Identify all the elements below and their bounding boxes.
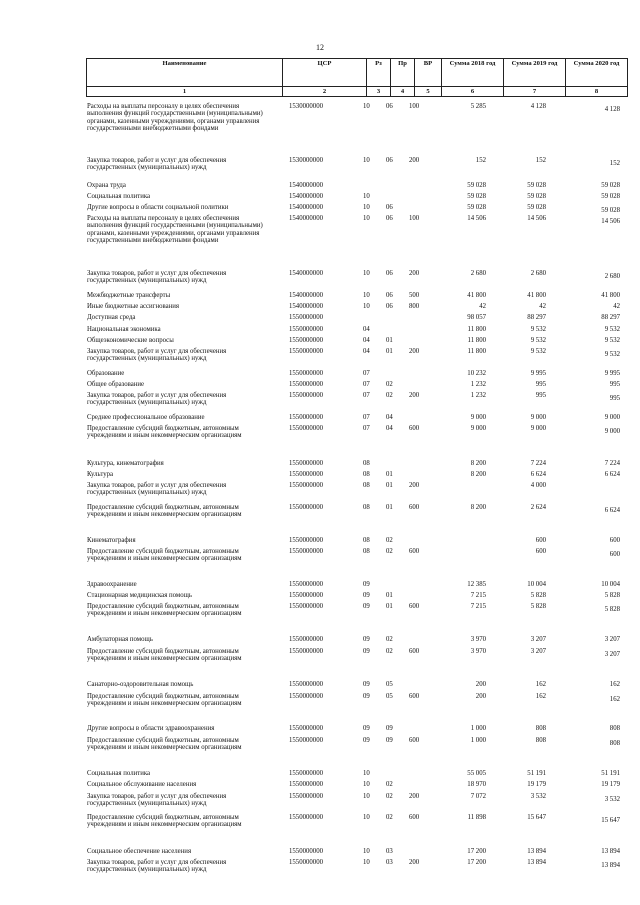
row-csr: 1550000000 (289, 348, 323, 355)
row-sum-2020: 4 128 (604, 106, 620, 113)
row-pr: 02 (386, 648, 393, 655)
row-name: Охрана труда (87, 182, 126, 189)
row-pr: 02 (386, 548, 393, 555)
row-rz: 09 (363, 725, 370, 732)
row-sum-2019: 4 128 (530, 103, 546, 110)
row-sum-2019: 995 (535, 381, 546, 388)
row-sum-2019: 6 624 (530, 471, 546, 478)
row-sum-2019: 51 191 (527, 770, 546, 777)
row-vr: 600 (409, 425, 420, 432)
row-name: Закупка товаров, работ и услуг для обеспечения государственных (муниципальных) нужд (87, 793, 227, 808)
row-csr: 1530000000 (289, 103, 323, 110)
row-name: Другие вопросы в области здравоохранения (87, 725, 215, 732)
row-vr: 600 (409, 737, 420, 744)
row-name: Предоставление субсидий бюджетным, автономным учреждениям и иным некоммерческим организациям (87, 425, 242, 440)
row-csr: 1550000000 (289, 370, 323, 377)
row-sum-2018: 8 200 (470, 504, 486, 511)
row-rz: 07 (363, 370, 370, 377)
row-csr: 1550000000 (289, 592, 323, 599)
row-sum-2020: 9 000 (604, 428, 620, 435)
row-sum-2019: 19 179 (527, 781, 546, 788)
row-sum-2020: 59 028 (601, 182, 620, 189)
row-sum-2020: 10 004 (601, 581, 620, 588)
row-sum-2020: 5 828 (604, 606, 620, 613)
row-sum-2019: 41 800 (527, 292, 546, 299)
row-pr: 03 (386, 848, 393, 855)
row-name: Закупка товаров, работ и услуг для обеспечения государственных (муниципальных) нужд (87, 482, 227, 497)
row-sum-2018: 1 232 (470, 381, 486, 388)
row-csr: 1540000000 (289, 270, 323, 277)
row-name: Предоставление субсидий бюджетным, автономным учреждениям и иным некоммерческим организациям (87, 693, 242, 708)
row-name: Социальная политика (87, 193, 151, 200)
row-csr: 1550000000 (289, 537, 323, 544)
row-sum-2019: 59 028 (527, 193, 546, 200)
row-rz: 04 (363, 326, 370, 333)
row-sum-2020: 41 800 (601, 292, 620, 299)
row-sum-2018: 12 385 (467, 581, 486, 588)
row-sum-2018: 9 000 (470, 425, 486, 432)
header-col-number: 4 (391, 87, 415, 97)
row-sum-2020: 6 624 (604, 471, 620, 478)
row-name: Образование (87, 370, 125, 377)
row-sum-2019: 3 207 (530, 636, 546, 643)
header-sum-2018: Сумма 2018 год (442, 59, 504, 87)
row-sum-2020: 3 532 (604, 796, 620, 803)
row-sum-2019: 162 (535, 681, 546, 688)
row-sum-2018: 17 200 (467, 848, 486, 855)
row-sum-2020: 808 (609, 740, 620, 747)
row-pr: 05 (386, 681, 393, 688)
row-sum-2019: 14 506 (527, 215, 546, 222)
page-number: 12 (316, 43, 324, 52)
row-sum-2019: 808 (535, 725, 546, 732)
row-sum-2019: 5 828 (530, 603, 546, 610)
row-sum-2020: 5 828 (604, 592, 620, 599)
row-rz: 10 (363, 270, 370, 277)
row-rz: 07 (363, 392, 370, 399)
row-name: Культура (87, 471, 114, 478)
row-rz: 08 (363, 471, 370, 478)
row-csr: 1550000000 (289, 392, 323, 399)
row-rz: 08 (363, 548, 370, 555)
row-pr: 01 (386, 592, 393, 599)
header-pr: Пр (391, 59, 415, 87)
row-sum-2019: 600 (535, 537, 546, 544)
row-rz: 04 (363, 348, 370, 355)
row-sum-2019: 15 647 (527, 814, 546, 821)
row-csr: 1550000000 (289, 482, 323, 489)
row-vr: 200 (409, 270, 420, 277)
row-vr: 600 (409, 814, 420, 821)
row-sum-2020: 42 (613, 303, 620, 310)
row-vr: 200 (409, 157, 420, 164)
row-name: Культура, кинематография (87, 460, 164, 467)
row-name: Предоставление субсидий бюджетным, автономным учреждениям и иным некоммерческим организациям (87, 548, 242, 563)
row-vr: 600 (409, 504, 420, 511)
row-vr: 200 (409, 392, 420, 399)
row-sum-2020: 9 532 (604, 337, 620, 344)
row-sum-2020: 7 224 (604, 460, 620, 467)
row-sum-2020: 3 207 (604, 651, 620, 658)
row-csr: 1550000000 (289, 781, 323, 788)
row-name: Национальная экономика (87, 326, 161, 333)
row-sum-2020: 162 (609, 696, 620, 703)
row-sum-2018: 59 028 (467, 204, 486, 211)
row-name: Закупка товаров, работ и услуг для обеспечения государственных (муниципальных) нужд (87, 348, 227, 363)
row-sum-2018: 1 000 (470, 725, 486, 732)
row-rz: 10 (363, 204, 370, 211)
row-name: Кинематография (87, 537, 136, 544)
row-rz: 10 (363, 103, 370, 110)
row-sum-2018: 59 028 (467, 193, 486, 200)
row-sum-2019: 3 207 (530, 648, 546, 655)
row-pr: 01 (386, 603, 393, 610)
row-rz: 09 (363, 636, 370, 643)
header-csr: ЦСР (283, 59, 367, 87)
row-pr: 06 (386, 157, 393, 164)
row-sum-2018: 7 215 (470, 603, 486, 610)
row-csr: 1540000000 (289, 193, 323, 200)
row-sum-2018: 7 072 (470, 793, 486, 800)
row-pr: 02 (386, 636, 393, 643)
row-rz: 10 (363, 859, 370, 866)
row-sum-2020: 59 028 (601, 207, 620, 214)
row-sum-2018: 200 (475, 681, 486, 688)
row-sum-2020: 51 191 (601, 770, 620, 777)
row-sum-2019: 4 000 (530, 482, 546, 489)
row-rz: 10 (363, 215, 370, 222)
row-name: Среднее профессиональное образование (87, 414, 205, 421)
row-csr: 1550000000 (289, 848, 323, 855)
row-pr: 06 (386, 292, 393, 299)
row-name: Амбулаторная помощь (87, 636, 153, 643)
row-sum-2018: 17 200 (467, 859, 486, 866)
row-csr: 1540000000 (289, 292, 323, 299)
row-csr: 1550000000 (289, 648, 323, 655)
row-csr: 1550000000 (289, 603, 323, 610)
row-csr: 1550000000 (289, 859, 323, 866)
row-csr: 1550000000 (289, 414, 323, 421)
row-sum-2020: 14 506 (601, 218, 620, 225)
row-sum-2019: 2 624 (530, 504, 546, 511)
row-sum-2019: 162 (535, 693, 546, 700)
row-sum-2018: 8 200 (470, 460, 486, 467)
row-sum-2020: 88 297 (601, 314, 620, 321)
row-name: Предоставление субсидий бюджетным, автономным учреждениям и иным некоммерческим организациям (87, 814, 242, 829)
row-sum-2020: 6 624 (604, 507, 620, 514)
row-sum-2018: 8 200 (470, 471, 486, 478)
header-col-number: 1 (87, 87, 283, 97)
row-sum-2018: 9 000 (470, 414, 486, 421)
row-sum-2020: 600 (609, 537, 620, 544)
row-pr: 02 (386, 781, 393, 788)
row-vr: 800 (409, 303, 420, 310)
row-rz: 08 (363, 504, 370, 511)
row-sum-2019: 7 224 (530, 460, 546, 467)
row-name: Предоставление субсидий бюджетным, автономным учреждениям и иным некоммерческим организациям (87, 603, 242, 618)
row-vr: 500 (409, 292, 420, 299)
row-name: Социальная политика (87, 770, 151, 777)
row-sum-2018: 42 (479, 303, 486, 310)
row-csr: 1550000000 (289, 737, 323, 744)
header-vr: ВР (415, 59, 442, 87)
row-csr: 1540000000 (289, 215, 323, 222)
row-sum-2019: 9 532 (530, 326, 546, 333)
header-col-number: 7 (504, 87, 566, 97)
row-rz: 07 (363, 381, 370, 388)
row-vr: 100 (409, 215, 420, 222)
row-sum-2019: 59 028 (527, 182, 546, 189)
row-csr: 1550000000 (289, 725, 323, 732)
row-rz: 10 (363, 781, 370, 788)
row-name: Здравоохранение (87, 581, 137, 588)
row-csr: 1550000000 (289, 581, 323, 588)
row-sum-2018: 3 970 (470, 648, 486, 655)
row-sum-2018: 200 (475, 693, 486, 700)
row-sum-2019: 3 532 (530, 793, 546, 800)
row-pr: 06 (386, 270, 393, 277)
row-name: Общеэкономические вопросы (87, 337, 174, 344)
row-sum-2020: 152 (609, 160, 620, 167)
row-name: Социальное обслуживание населения (87, 781, 197, 788)
row-rz: 07 (363, 425, 370, 432)
row-name: Стационарная медицинская помощь (87, 592, 192, 599)
row-vr: 600 (409, 603, 420, 610)
row-sum-2020: 9 532 (604, 326, 620, 333)
row-name: Предоставление субсидий бюджетным, автономным учреждениям и иным некоммерческим организациям (87, 737, 242, 752)
row-csr: 1550000000 (289, 770, 323, 777)
row-sum-2019: 808 (535, 737, 546, 744)
row-sum-2020: 13 894 (601, 862, 620, 869)
row-csr: 1550000000 (289, 793, 323, 800)
row-sum-2019: 600 (535, 548, 546, 555)
row-sum-2018: 152 (475, 157, 486, 164)
row-pr: 09 (386, 737, 393, 744)
row-name: Другие вопросы в области социальной политики (87, 204, 229, 211)
row-pr: 02 (386, 793, 393, 800)
row-rz: 08 (363, 460, 370, 467)
row-sum-2019: 9 995 (530, 370, 546, 377)
row-pr: 03 (386, 859, 393, 866)
header-sum-2019: Сумма 2019 год (504, 59, 566, 87)
row-name: Закупка товаров, работ и услуг для обеспечения государственных (муниципальных) нужд (87, 859, 227, 874)
row-name: Общее образование (87, 381, 145, 388)
row-rz: 07 (363, 414, 370, 421)
row-pr: 02 (386, 537, 393, 544)
row-csr: 1540000000 (289, 204, 323, 211)
row-sum-2018: 1 000 (470, 737, 486, 744)
row-sum-2020: 2 680 (604, 273, 620, 280)
header-col-number: 2 (283, 87, 367, 97)
row-rz: 10 (363, 814, 370, 821)
row-sum-2018: 11 800 (467, 348, 486, 355)
row-sum-2019: 13 894 (527, 859, 546, 866)
row-sum-2020: 3 207 (604, 636, 620, 643)
row-csr: 1550000000 (289, 548, 323, 555)
row-vr: 200 (409, 793, 420, 800)
row-rz: 04 (363, 337, 370, 344)
row-sum-2020: 600 (609, 551, 620, 558)
header-sum-2020: Сумма 2020 год (566, 59, 628, 87)
row-sum-2020: 995 (609, 395, 620, 402)
row-rz: 09 (363, 592, 370, 599)
row-pr: 02 (386, 814, 393, 821)
row-rz: 10 (363, 793, 370, 800)
row-rz: 10 (363, 292, 370, 299)
row-csr: 1550000000 (289, 504, 323, 511)
row-sum-2019: 10 004 (527, 581, 546, 588)
row-name: Иные бюджетные ассигнования (87, 303, 180, 310)
header-name: Наименование (87, 59, 283, 87)
row-sum-2020: 162 (609, 681, 620, 688)
row-sum-2018: 98 057 (467, 314, 486, 321)
row-sum-2018: 55 005 (467, 770, 486, 777)
row-csr: 1540000000 (289, 182, 323, 189)
row-sum-2020: 13 894 (601, 848, 620, 855)
row-sum-2018: 11 898 (467, 814, 486, 821)
row-csr: 1530000000 (289, 157, 323, 164)
row-sum-2018: 18 970 (467, 781, 486, 788)
row-vr: 100 (409, 103, 420, 110)
row-sum-2018: 2 680 (470, 270, 486, 277)
row-sum-2018: 11 800 (467, 337, 486, 344)
row-sum-2018: 59 028 (467, 182, 486, 189)
row-name: Закупка товаров, работ и услуг для обеспечения государственных (муниципальных) нужд (87, 270, 227, 285)
row-pr: 06 (386, 204, 393, 211)
row-rz: 10 (363, 193, 370, 200)
row-sum-2019: 9 532 (530, 348, 546, 355)
header-col-number: 6 (442, 87, 504, 97)
header-col-number: 3 (367, 87, 391, 97)
row-sum-2019: 2 680 (530, 270, 546, 277)
row-csr: 1550000000 (289, 381, 323, 388)
row-sum-2019: 88 297 (527, 314, 546, 321)
row-vr: 600 (409, 548, 420, 555)
row-sum-2018: 3 970 (470, 636, 486, 643)
row-csr: 1540000000 (289, 303, 323, 310)
row-name: Санаторно-оздоровительная помощь (87, 681, 194, 688)
row-sum-2019: 5 828 (530, 592, 546, 599)
header-col-number: 8 (566, 87, 628, 97)
row-pr: 01 (386, 482, 393, 489)
row-sum-2019: 9 532 (530, 337, 546, 344)
row-pr: 06 (386, 215, 393, 222)
row-sum-2018: 10 232 (467, 370, 486, 377)
row-name: Социальное обеспечение населения (87, 848, 192, 855)
row-name: Закупка товаров, работ и услуг для обеспечения государственных (муниципальных) нужд (87, 157, 227, 172)
row-pr: 01 (386, 471, 393, 478)
row-rz: 09 (363, 581, 370, 588)
row-rz: 09 (363, 648, 370, 655)
row-sum-2018: 7 215 (470, 592, 486, 599)
row-sum-2020: 9 995 (604, 370, 620, 377)
row-sum-2020: 59 028 (601, 193, 620, 200)
row-csr: 1550000000 (289, 326, 323, 333)
row-sum-2018: 5 285 (470, 103, 486, 110)
row-vr: 200 (409, 482, 420, 489)
row-sum-2020: 9 532 (604, 351, 620, 358)
row-sum-2019: 59 028 (527, 204, 546, 211)
row-pr: 01 (386, 504, 393, 511)
row-sum-2019: 13 894 (527, 848, 546, 855)
row-csr: 1550000000 (289, 314, 323, 321)
row-pr: 04 (386, 425, 393, 432)
row-pr: 06 (386, 103, 393, 110)
row-sum-2019: 995 (535, 392, 546, 399)
row-rz: 10 (363, 848, 370, 855)
row-name: Расходы на выплаты персоналу в целях обеспечения выполнения функций государственными (муниципальными) органами, казенными учреждениями, органами управления государственными внебюджетными фондами (87, 215, 263, 245)
row-sum-2020: 15 647 (601, 817, 620, 824)
row-sum-2019: 9 000 (530, 414, 546, 421)
row-sum-2018: 41 800 (467, 292, 486, 299)
row-pr: 02 (386, 381, 393, 388)
header-col-number: 5 (415, 87, 442, 97)
row-rz: 08 (363, 537, 370, 544)
row-rz: 09 (363, 693, 370, 700)
row-sum-2020: 19 179 (601, 781, 620, 788)
row-csr: 1550000000 (289, 681, 323, 688)
row-name: Расходы на выплаты персоналу в целях обеспечения выполнения функций государственными (муниципальными) органами, казенными учреждениями, органами управления государственными внебюджетными фондами (87, 103, 263, 133)
row-name: Предоставление субсидий бюджетным, автономным учреждениям и иным некоммерческим организациям (87, 648, 242, 663)
row-csr: 1550000000 (289, 337, 323, 344)
row-sum-2019: 9 000 (530, 425, 546, 432)
row-name: Предоставление субсидий бюджетным, автономным учреждениям и иным некоммерческим организациям (87, 504, 242, 519)
row-pr: 01 (386, 337, 393, 344)
row-csr: 1550000000 (289, 636, 323, 643)
row-sum-2018: 1 232 (470, 392, 486, 399)
row-csr: 1550000000 (289, 471, 323, 478)
row-pr: 05 (386, 693, 393, 700)
row-pr: 09 (386, 725, 393, 732)
header-rz: Рз (367, 59, 391, 87)
row-csr: 1550000000 (289, 425, 323, 432)
row-name: Межбюджетные трансферты (87, 292, 171, 299)
row-sum-2019: 152 (535, 157, 546, 164)
row-vr: 200 (409, 348, 420, 355)
row-sum-2018: 14 506 (467, 215, 486, 222)
row-vr: 600 (409, 693, 420, 700)
row-name: Закупка товаров, работ и услуг для обеспечения государственных (муниципальных) нужд (87, 392, 227, 407)
row-rz: 10 (363, 770, 370, 777)
row-csr: 1550000000 (289, 460, 323, 467)
row-rz: 09 (363, 737, 370, 744)
row-pr: 01 (386, 348, 393, 355)
row-rz: 09 (363, 603, 370, 610)
row-pr: 06 (386, 303, 393, 310)
row-pr: 04 (386, 414, 393, 421)
row-csr: 1550000000 (289, 814, 323, 821)
row-sum-2020: 995 (609, 381, 620, 388)
row-rz: 10 (363, 303, 370, 310)
row-sum-2020: 9 000 (604, 414, 620, 421)
row-sum-2018: 11 800 (467, 326, 486, 333)
row-vr: 200 (409, 859, 420, 866)
row-sum-2020: 808 (609, 725, 620, 732)
row-rz: 09 (363, 681, 370, 688)
row-pr: 02 (386, 392, 393, 399)
row-rz: 10 (363, 157, 370, 164)
row-rz: 08 (363, 482, 370, 489)
row-name: Доступная среда (87, 314, 136, 321)
row-vr: 600 (409, 648, 420, 655)
row-sum-2019: 42 (539, 303, 546, 310)
row-csr: 1550000000 (289, 693, 323, 700)
